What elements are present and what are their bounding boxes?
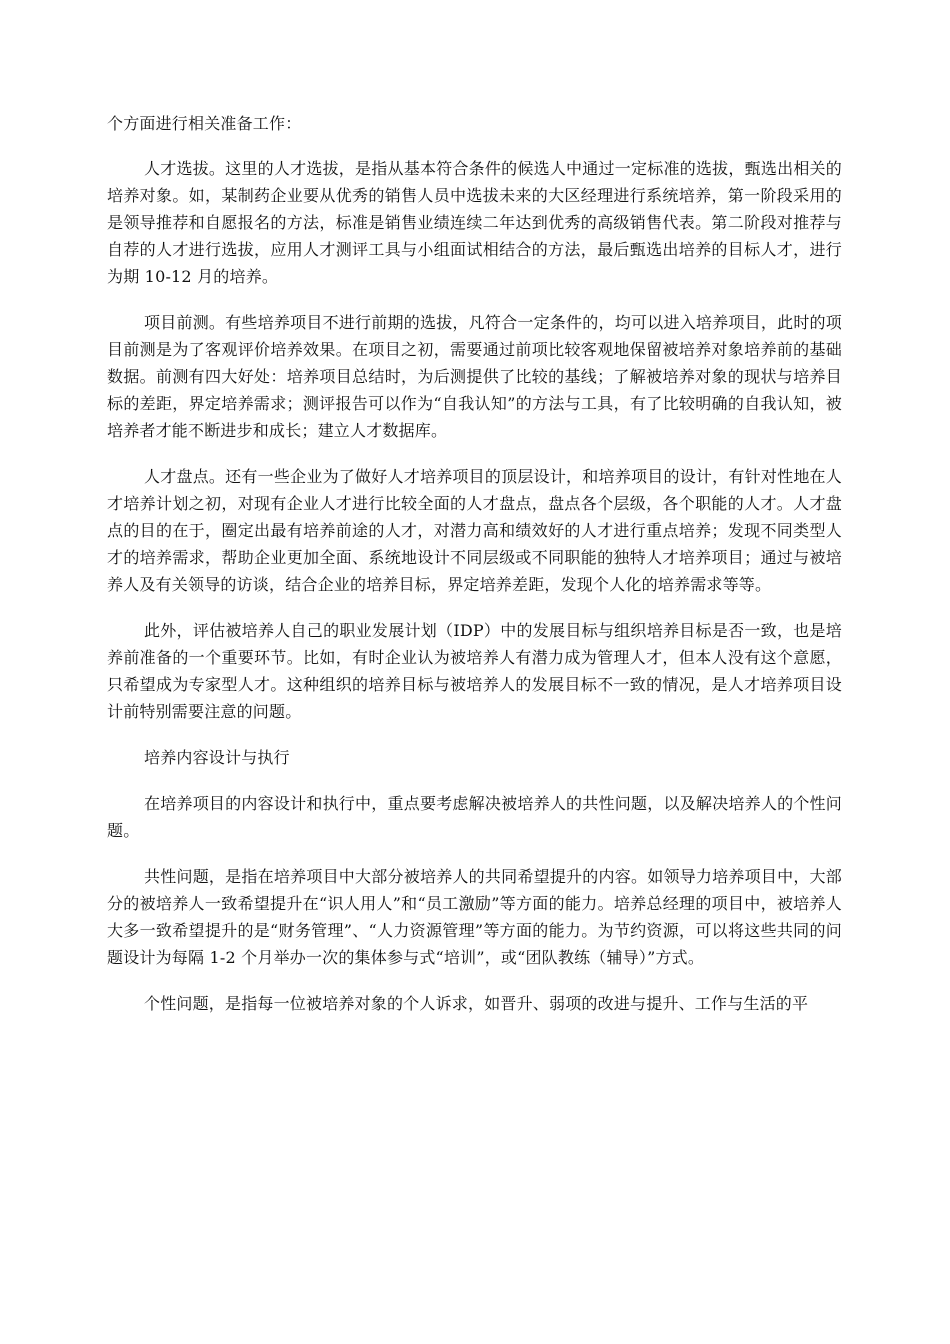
paragraph-common-issues: 共性问题，是指在培养项目中大部分被培养人的共同希望提升的内容。如领导力培养项目中，大部分的被培养人一致希望提升在“识人用人”和“员工激励”等方面的能力。培养总经理的项目中，被培养人大多一致希望提升的是“财务管理”、“人力资源管理”等方面的能力。为节约资源，可以将这些共同的问题设计为每隔 1-2 个月举办一次的集体参与式“培训”，或“团队教练（辅导）”方式。 — [107, 867, 842, 967]
document-body — [107, 110, 842, 1036]
paragraph-pre-test: 项目前测。有些培养项目不进行前期的选拔，凡符合一定条件的，均可以进入培养项目，此时的项目前测是为了客观评价培养效果。在项目之初，需要通过前项比较客观地保留被培养对象培养前的基础数据。前测有四大好处：培养项目总结时，为后测提供了比较的基线；了解被培养对象的现状与培养目标的差距，界定培养需求；测评报告可以作为“自我认知”的方法与工具，有了比较明确的自我认知，被培养者才能不断进步和成长；建立人才数据库。 — [107, 313, 842, 440]
paragraph-talent-review: 人才盘点。还有一些企业为了做好人才培养项目的顶层设计，和培养项目的设计，有针对性地在人才培养计划之初，对现有企业人才进行比较全面的人才盘点，盘点各个层级，各个职能的人才。人才盘点的目的在于，圈定出最有培养前途的人才，对潜力高和绩效好的人才进行重点培养；发现不同类型人才的培养需求，帮助企业更加全面、系统地设计不同层级或不同职能的独特人才培养项目；通过与被培养人及有关领导的访谈，结合企业的培养目标，界定培养差距，发现个人化的培养需求等等。 — [107, 467, 842, 594]
paragraph-content-design: 在培养项目的内容设计和执行中，重点要考虑解决被培养人的共性问题，以及解决培养人的个性问题。 — [107, 794, 842, 840]
paragraph-intro: 个方面进行相关准备工作： — [107, 114, 302, 133]
paragraph-talent-selection: 人才选拔。这里的人才选拔，是指从基本符合条件的候选人中通过一定标准的选拔，甄选出相关的培养对象。如，某制药企业要从优秀的销售人员中选拔未来的大区经理进行系统培养，第一阶段采用的是领导推荐和自愿报名的方法，标准是销售业绩连续二年达到优秀的高级销售代表。第二阶段对推荐与自荐的人才进行选拔，应用人才测评工具与小组面试相结合的方法，最后甄选出培养的目标人才，进行为期 10-12 月的培养。 — [107, 159, 842, 286]
paragraph-individual-issues: 个性问题，是指每一位被培养对象的个人诉求，如晋升、弱项的改进与提升、工作与生活的平 — [144, 994, 809, 1013]
section-heading: 培养内容设计与执行 — [144, 748, 290, 767]
paragraph-idp: 此外，评估被培养人自己的职业发展计划（IDP）中的发展目标与组织培养目标是否一致，也是培养前准备的一个重要环节。比如，有时企业认为被培养人有潜力成为管理人才，但本人没有这个意愿，只希望成为专家型人才。这种组织的培养目标与被培养人的发展目标不一致的情况，是人才培养项目设计前特别需要注意的问题。 — [107, 621, 842, 721]
